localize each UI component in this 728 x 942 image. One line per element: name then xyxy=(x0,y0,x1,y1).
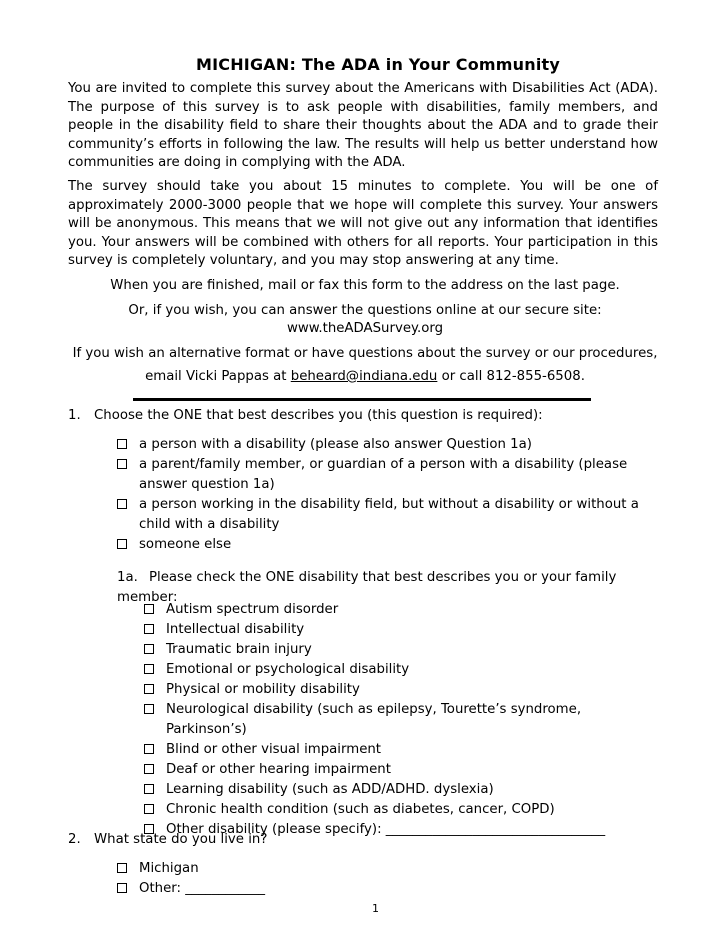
online-instructions: Or, if you wish, you can answer the questions online at our secure site: xyxy=(128,303,602,318)
question-1 xyxy=(68,406,668,426)
list-item[interactable] xyxy=(144,780,664,800)
question-number: 1. xyxy=(68,408,81,423)
q1a-options xyxy=(144,600,664,840)
option-label: Deaf or other hearing impairment xyxy=(166,762,391,777)
contact-email-link[interactable]: beheard@indiana.edu xyxy=(290,369,438,384)
checkbox[interactable] xyxy=(144,704,154,714)
checkbox[interactable] xyxy=(117,439,127,449)
option-label: Other: ____________ xyxy=(139,881,266,896)
option-label: Emotional or psychological disability xyxy=(166,662,410,677)
list-item[interactable] xyxy=(117,879,517,899)
checkbox[interactable] xyxy=(117,883,127,893)
page-number: 1 xyxy=(372,902,379,915)
checkbox[interactable] xyxy=(144,804,154,814)
checkbox[interactable] xyxy=(144,604,154,614)
intro-paragraph-2: The survey should take you about 15 minutes to complete. You will be one of approximately 2000-3000 people that we hope will complete this survey. Your answers will be anonymous. This means that we will not give out any information that identifies you. Your answers will be combined with others for all reports. Your participation in this survey is completely voluntary, and you may stop answering at any time. xyxy=(68,179,658,268)
question-number: 2. xyxy=(68,832,81,847)
list-item[interactable] xyxy=(144,620,664,640)
list-item[interactable] xyxy=(144,640,664,660)
checkbox[interactable] xyxy=(144,684,154,694)
option-label: Chronic health condition (such as diabetes, cancer, COPD) xyxy=(166,802,555,817)
checkbox[interactable] xyxy=(144,624,154,634)
checkbox[interactable] xyxy=(144,764,154,774)
contact-prefix: email Vicki Pappas at xyxy=(145,369,287,384)
list-item[interactable] xyxy=(144,680,664,700)
option-label: Other disability (please specify): _________________________________ xyxy=(166,822,606,837)
mail-instructions: When you are finished, mail or fax this form to the address on the last page. xyxy=(110,278,620,293)
option-label: Michigan xyxy=(139,861,199,876)
option-label: someone else xyxy=(139,537,232,552)
list-item[interactable] xyxy=(144,700,664,740)
divider xyxy=(133,398,591,401)
q2-options xyxy=(117,859,517,899)
list-item[interactable] xyxy=(144,660,664,680)
checkbox[interactable] xyxy=(144,784,154,794)
option-label: Autism spectrum disorder xyxy=(166,602,339,617)
checkbox[interactable] xyxy=(144,644,154,654)
checkbox[interactable] xyxy=(117,539,127,549)
question-text: Please check the ONE disability that best describes you or your family member: xyxy=(117,570,617,605)
list-item[interactable] xyxy=(144,800,664,820)
question-number: 1a. xyxy=(117,570,138,585)
list-item[interactable] xyxy=(117,495,662,535)
option-label: Blind or other visual impairment xyxy=(166,742,382,757)
option-label: a person working in the disability field, but without a disability or without a child with a disability xyxy=(139,497,639,532)
alt-format-line: If you wish an alternative format or have questions about the survey or our procedures, xyxy=(72,346,658,361)
option-label: Traumatic brain injury xyxy=(166,642,312,657)
list-item[interactable] xyxy=(144,760,664,780)
list-item[interactable] xyxy=(117,435,662,455)
option-label: Learning disability (such as ADD/ADHD. dyslexia) xyxy=(166,782,494,797)
option-label: a person with a disability (please also answer Question 1a) xyxy=(139,437,532,452)
question-text: What state do you live in? xyxy=(94,832,268,847)
option-label: Physical or mobility disability xyxy=(166,682,360,697)
contact-suffix: or call 812-855-6508. xyxy=(441,369,585,384)
question-2 xyxy=(68,830,668,850)
list-item[interactable] xyxy=(117,859,517,879)
option-label: Neurological disability (such as epilepsy, Tourette’s syndrome, Parkinson’s) xyxy=(166,702,582,737)
list-item[interactable] xyxy=(117,455,662,495)
q1-options xyxy=(117,435,662,555)
intro-paragraph-1: You are invited to complete this survey about the Americans with Disabilities Act (ADA). The purpose of this survey is to ask people with disabilities, family members, and people in the disability field to share their thoughts about the ADA and to grade their community’s efforts in following the law. The results will help us better understand how communities are doing in complying with the ADA. xyxy=(68,81,658,170)
list-item[interactable] xyxy=(144,600,664,620)
page-title: MICHIGAN: The ADA in Your Community xyxy=(195,55,560,74)
option-label: a parent/family member, or guardian of a person with a disability (please answer question 1a) xyxy=(139,457,628,492)
option-label: Intellectual disability xyxy=(166,622,305,637)
question-text: Choose the ONE that best describes you (this question is required): xyxy=(94,408,543,423)
contact-line xyxy=(68,367,662,387)
list-item[interactable] xyxy=(117,535,662,555)
checkbox[interactable] xyxy=(117,863,127,873)
checkbox[interactable] xyxy=(144,744,154,754)
checkbox[interactable] xyxy=(117,459,127,469)
checkbox[interactable] xyxy=(144,664,154,674)
checkbox[interactable] xyxy=(117,499,127,509)
survey-url[interactable]: www.theADASurvey.org xyxy=(286,321,444,336)
list-item[interactable] xyxy=(144,740,664,760)
